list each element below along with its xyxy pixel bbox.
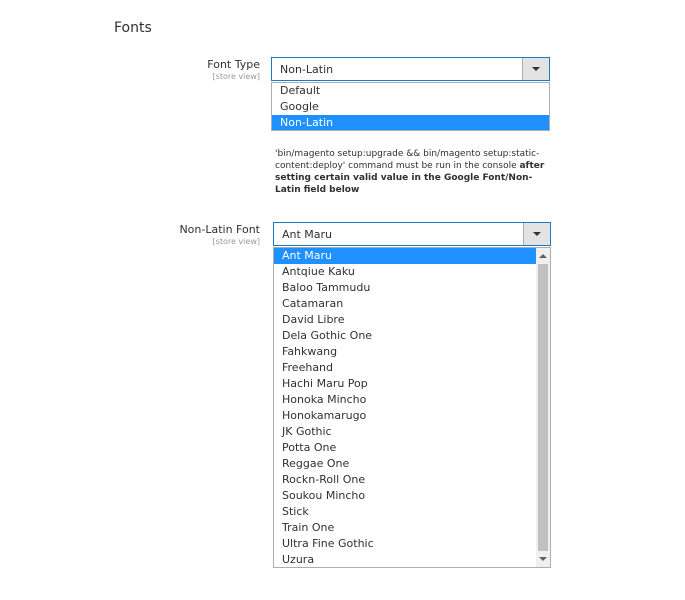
deploy-note-text: 'bin/magento setup:upgrade && bin/magento setup:static-content:deploy' command must be run in the console [275,149,540,171]
section-title: Fonts [114,20,152,36]
non-latin-option[interactable]: Fahkwang [282,345,338,358]
non-latin-option[interactable]: Stick [282,505,309,518]
non-latin-font-label-group [110,223,260,246]
chevron-down-icon [533,232,541,236]
font-type-scope: [store view] [212,72,260,81]
non-latin-option[interactable]: JK Gothic [282,425,332,438]
non-latin-option[interactable]: Antqiue Kaku [282,265,355,278]
font-type-dropdown-button[interactable] [522,58,549,80]
font-type-option-google[interactable]: Google [280,100,319,113]
font-type-option-non-latin[interactable]: Non-Latin [272,115,549,131]
non-latin-option[interactable]: Dela Gothic One [282,329,373,342]
non-latin-font-label: Non-Latin Font [179,223,260,236]
non-latin-option[interactable]: Baloo Tammudu [282,281,371,294]
font-type-options-list [271,82,550,131]
non-latin-option[interactable]: Soukou Mincho [282,489,366,502]
options-scrollbar[interactable] [536,248,550,567]
non-latin-option[interactable]: Uzura [282,553,315,566]
non-latin-option[interactable]: David Libre [282,313,345,326]
non-latin-option[interactable]: Honokamarugo [282,409,367,422]
scroll-down-icon[interactable] [539,557,547,561]
non-latin-font-options [274,248,536,567]
chevron-down-icon [532,67,540,71]
font-type-select[interactable] [271,57,550,81]
non-latin-option[interactable]: Catamaran [282,297,344,310]
non-latin-option[interactable]: Hachi Maru Pop [282,377,368,390]
scrollbar-thumb[interactable] [538,264,548,551]
font-type-label-group [110,58,260,81]
non-latin-option[interactable]: Rockn-Roll One [282,473,366,486]
non-latin-option[interactable]: Train One [282,521,335,534]
non-latin-font-dropdown-button[interactable] [523,223,550,245]
deploy-note-bold: after setting certain valid value in the Google Font/Non-Latin field below [275,161,545,195]
non-latin-option[interactable]: Ant Maru [274,248,536,264]
font-type-label: Font Type [207,58,260,71]
non-latin-option[interactable]: Honoka Mincho [282,393,367,406]
non-latin-option[interactable]: Reggae One [282,457,350,470]
font-type-option-default[interactable]: Default [280,84,321,97]
non-latin-option[interactable]: Freehand [282,361,334,374]
font-type-selected-value: Non-Latin [280,63,334,76]
non-latin-font-scope: [store view] [212,237,260,246]
non-latin-font-select[interactable] [273,222,551,246]
non-latin-font-options-list[interactable] [273,247,551,568]
non-latin-option[interactable]: Ultra Fine Gothic [282,537,374,550]
deploy-note [275,148,553,196]
non-latin-option[interactable]: Potta One [282,441,337,454]
scroll-up-icon[interactable] [539,254,547,258]
non-latin-font-selected-value: Ant Maru [282,228,333,241]
